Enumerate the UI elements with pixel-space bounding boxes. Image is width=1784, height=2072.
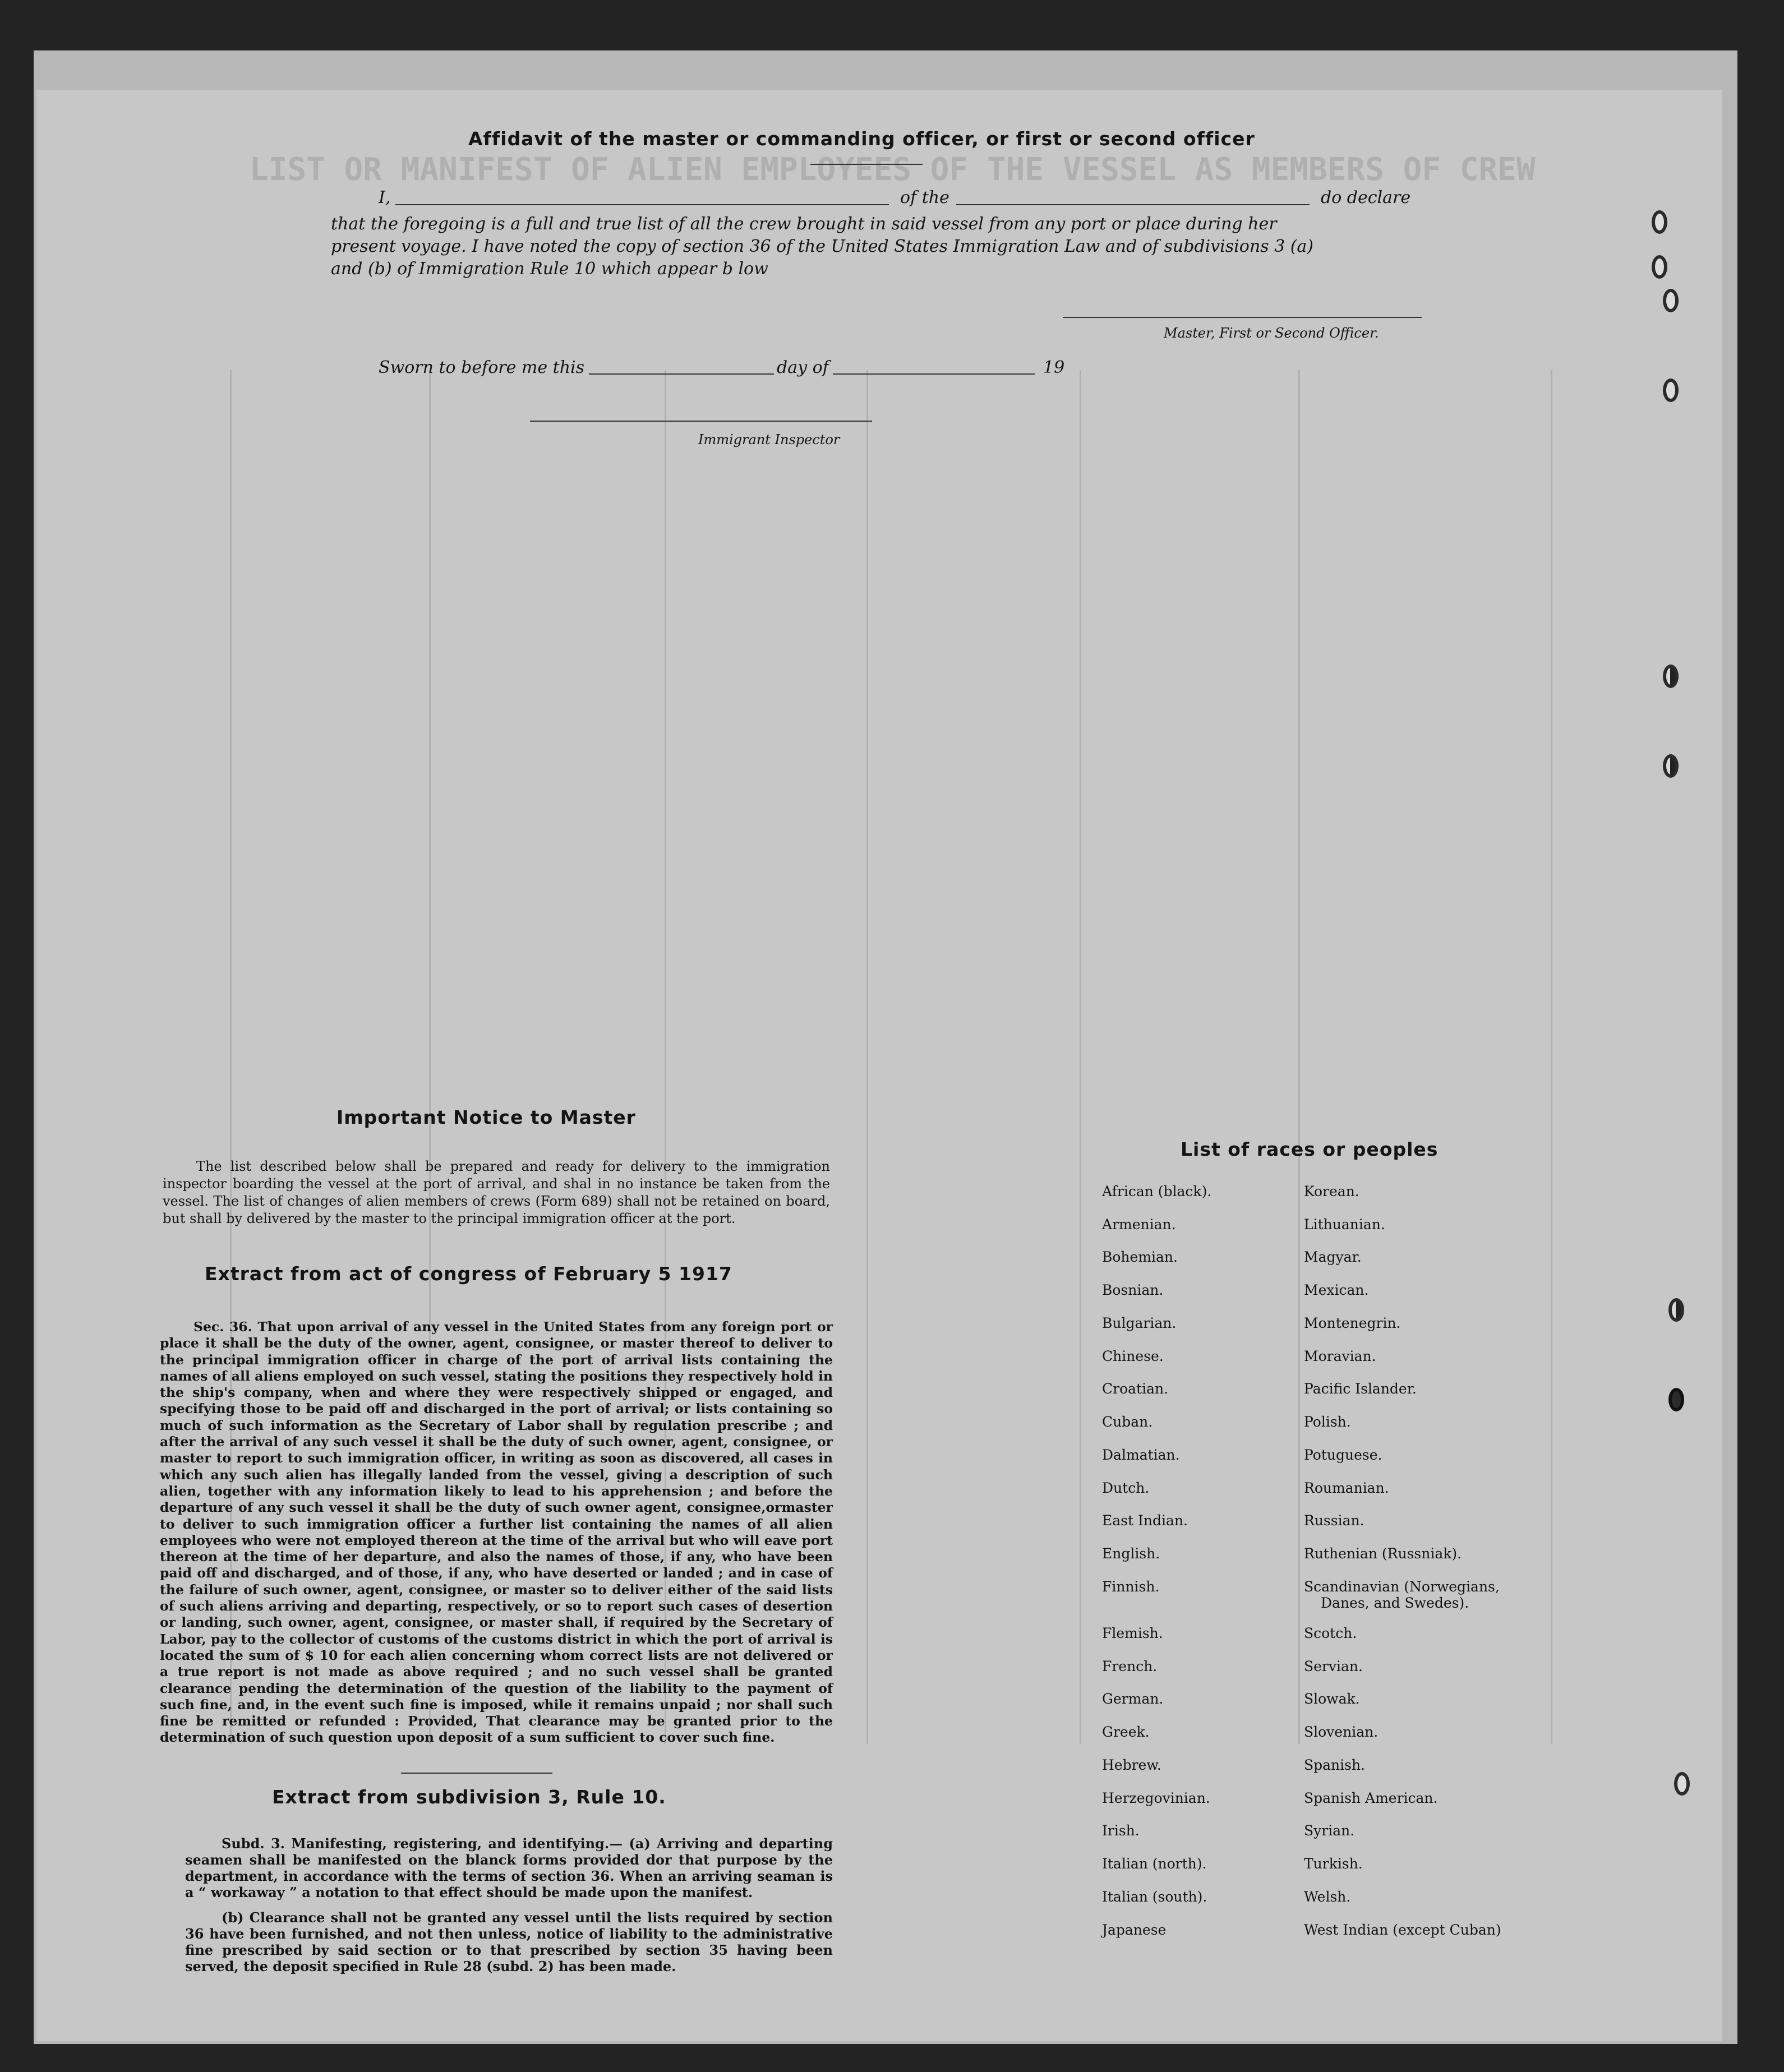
race-item: Dalmatian. — [1102, 1447, 1180, 1463]
race-item: Danes, and Swedes). — [1321, 1595, 1469, 1611]
race-item: Flemish. — [1102, 1625, 1163, 1641]
race-item: Italian (north). — [1102, 1856, 1207, 1872]
bleed-through-rule — [866, 370, 868, 1744]
sworn-month-blank — [833, 373, 1035, 375]
race-item: Pacific Islander. — [1304, 1381, 1417, 1397]
race-item: Herzegovinian. — [1102, 1790, 1210, 1806]
race-item: Italian (south). — [1102, 1889, 1207, 1905]
race-item: French. — [1102, 1658, 1158, 1674]
race-item: Mexican. — [1304, 1282, 1369, 1298]
title-rule — [810, 164, 923, 165]
race-item: Slowak. — [1304, 1691, 1360, 1707]
race-item: Spanish American. — [1304, 1790, 1438, 1806]
race-item: Servian. — [1304, 1658, 1363, 1674]
race-item: Lithuanian. — [1304, 1216, 1385, 1233]
notice-text: The list described below shall be prepared and ready for delivery to the immigration inspector boarding the vessel at the port of arrival, and shal in no instance be taken from the vessel. The list of changes of alien members of crews (Form 689) shall not be retained on board, but shall by delivered by the master to the principal immigration officer at the port. — [163, 1159, 830, 1226]
race-item: Welsh. — [1304, 1889, 1351, 1905]
race-item: Bohemian. — [1102, 1249, 1178, 1265]
race-item: Chinese. — [1102, 1348, 1164, 1364]
manifest-page — [36, 90, 1722, 2041]
section-36-text: Sec. 36. That upon arrival of any vessel in the United States from any foreign port or place it shall be the duty of the owner, agent, consignee, or master thereof to deliver to the principal immigration officer in charge of the port of arrival lists containing the names of all aliens employed on such vessel, stating the positions they respectively hold in the ship's company, when and where they were respectively shipped or engaged, and specifying those to be paid off and discharged in the port of arrival; or lists containing so much of such information as the Secretary of Labor shall by regulation prescribe ; and after the arrival of any such vessel it shall be the duty of such owner, agent, consignee, or master to report to such immigration officer, in writing as soon as discovered, all cases in which any such alien has illegally landed from the vessel, giving a description of such alien, together with any information likely to lead to his apprehension ; and before the departure of any such vessel it shall be the duty of such owner agent, consignee,ormaster to deliver to such immigration officer a further list containing the names of all alien employees who were not employed thereon at the time of the arrival but who will eave port thereon at the time of her departure, and also the names of those, if any, who have been paid off and discharged, and of those, if any, who have deserted or landed ; and in case of the failure of such owner, agent, consignee, or master so to deliver either of the said lists of such aliens arriving and departing, respectively, or so to report such cases of desertion or landing, such owner, agent, consignee, or master shall, if required by the Secretary of Labor, pay to the collector of customs of the customs district in which the port of arrival is located the sum of $ 10 for each alien concerning whom correct lists are not delivered or a true report is not made as above required ; and no such vessel shall be granted clearance pending the determination of the question of the liability to the payment of such fine, and, in the event such fine is imposed, while it remains unpaid ; nor shall such fine be remitted or refunded : Provided, That clearance may be granted prior to the determination of such question upon deposit of a sum sufficient to cover such fine. — [160, 1319, 833, 1746]
race-item: Scandinavian (Norwegians, — [1304, 1579, 1500, 1595]
race-item: Scotch. — [1304, 1625, 1357, 1641]
extract-act-title: Extract from act of congress of February 5 1917 — [205, 1263, 732, 1285]
race-item: Greek. — [1102, 1724, 1150, 1740]
race-item: West Indian (except Cuban) — [1304, 1922, 1501, 1938]
affidavit-title: Affidavit of the master or commanding officer, or first or second officer — [468, 128, 1255, 150]
race-item: Montenegrin. — [1304, 1315, 1401, 1331]
race-item: Syrian. — [1304, 1822, 1355, 1839]
punch-hole — [1652, 255, 1667, 279]
punch-hole — [1663, 289, 1679, 312]
race-item: Magyar. — [1304, 1249, 1362, 1265]
race-item: Spanish. — [1304, 1757, 1366, 1773]
race-item: German. — [1102, 1691, 1164, 1707]
extract-rule-title: Extract from subdivision 3, Rule 10. — [272, 1786, 666, 1808]
punch-hole — [1668, 1388, 1684, 1411]
races-title: List of races or peoples — [1181, 1138, 1439, 1160]
race-item: Bulgarian. — [1102, 1315, 1177, 1331]
race-item: Polish. — [1304, 1414, 1351, 1430]
notice-title: Important Notice to Master — [336, 1106, 636, 1128]
race-item: African (black). — [1102, 1183, 1212, 1199]
race-item: Finnish. — [1102, 1579, 1160, 1595]
sworn-day-blank — [589, 373, 774, 375]
inspector-signature-blank — [530, 421, 872, 422]
name-blank — [395, 204, 889, 205]
race-item: Roumanian. — [1304, 1480, 1389, 1496]
day-of-label: day of — [777, 358, 829, 377]
race-item: Korean. — [1304, 1183, 1359, 1199]
section-divider — [401, 1773, 552, 1774]
race-item: Russian. — [1304, 1512, 1364, 1529]
affidavit-line-2: that the foregoing is a full and true list of all the crew brought in said vessel from any port or place during her — [331, 214, 1277, 234]
race-item: Ruthenian (Russniak). — [1304, 1545, 1462, 1562]
race-item: Japanese — [1102, 1922, 1167, 1938]
race-item: Cuban. — [1102, 1414, 1153, 1430]
punch-hole — [1663, 379, 1679, 402]
affidavit-line-4: and (b) of Immigration Rule 10 which appear b low — [331, 259, 768, 279]
master-label: Master, First or Second Officer. — [1164, 325, 1379, 341]
affidavit-i-label: I, — [379, 188, 391, 207]
race-item: Dutch. — [1102, 1480, 1150, 1496]
affidavit-of-the: of the — [900, 188, 949, 207]
punch-hole — [1663, 664, 1679, 688]
affidavit-do-declare: do declare — [1321, 188, 1411, 207]
race-item: Irish. — [1102, 1822, 1140, 1839]
race-item: Turkish. — [1304, 1856, 1363, 1872]
bleed-through-rule — [1080, 370, 1081, 1744]
rule-10-para-a: Subd. 3. Manifesting, registering, and identifying.— (a) Arriving and departing seamen shall be manifested on the blanck forms provided dor that purpose by the department, in accordance with the terms of section 36. When an arriving seaman is a “ workaway ” a notation to that effect should be made upon the manifest. — [185, 1835, 833, 1900]
inspector-label: Immigrant Inspector — [698, 432, 840, 447]
sworn-label: Sworn to before me this — [379, 358, 585, 377]
race-item: Hebrew. — [1102, 1757, 1161, 1773]
rule-10-para-b: (b) Clearance shall not be granted any vessel until the lists required by section 36 have been furnished, and not then unless, notice of liability to the administrative fine prescribed by said section or to that prescribed by section 35 having been served, the deposit specified in Rule 28 (subd. 2) has been made. — [185, 1909, 833, 1974]
vessel-blank — [956, 204, 1310, 205]
race-item: Slovenian. — [1304, 1724, 1379, 1740]
punch-hole — [1652, 210, 1667, 234]
bleed-through-rule — [1298, 370, 1300, 1744]
race-item: Potuguese. — [1304, 1447, 1382, 1463]
punch-hole — [1674, 1772, 1690, 1796]
race-item: Armenian. — [1102, 1216, 1176, 1233]
master-signature-blank — [1063, 317, 1422, 318]
race-item: English. — [1102, 1545, 1160, 1562]
sworn-year: 19 — [1043, 358, 1065, 377]
bleed-through-rule — [1551, 370, 1552, 1744]
race-item: East Indian. — [1102, 1512, 1188, 1529]
punch-hole — [1668, 1298, 1684, 1322]
race-item: Moravian. — [1304, 1348, 1376, 1364]
bleed-through-header: LIST OR MANIFEST OF ALIEN EMPLOYEES OF THE VESSEL AS MEMBERS OF CREW — [250, 151, 1536, 188]
affidavit-line-3: present voyage. I have noted the copy of section 36 of the United States Immigration Law and of subdivisions 3 (a) — [331, 237, 1313, 256]
race-item: Croatian. — [1102, 1381, 1169, 1397]
race-item: Bosnian. — [1102, 1282, 1164, 1298]
punch-hole — [1663, 754, 1679, 778]
